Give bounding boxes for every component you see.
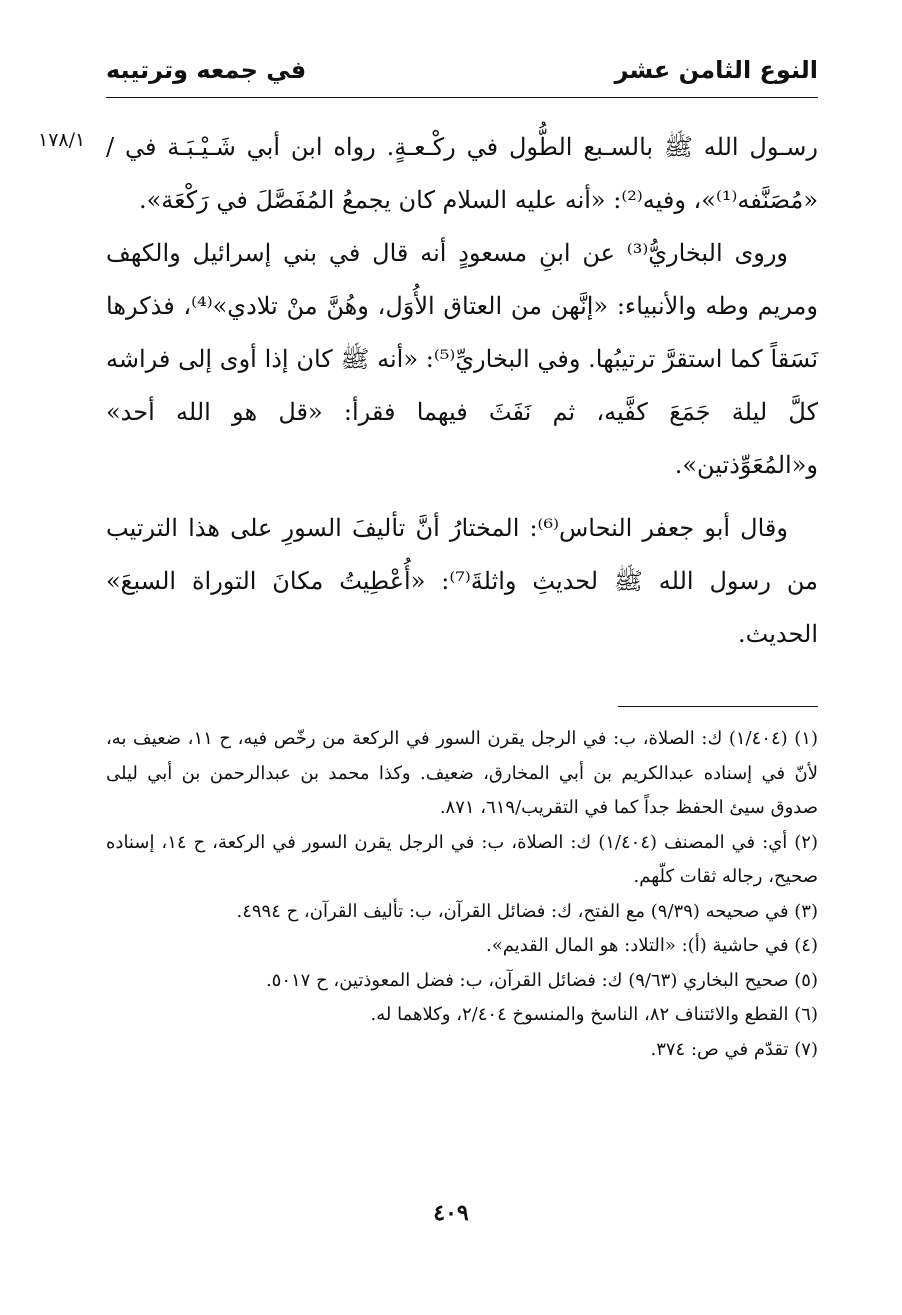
header-divider (106, 97, 818, 98)
footnote-1-continuation: ١١، ضعيف به، لأنّ في إسناده عبدالكريم بن أبي المخارق، ضعيف. وكذا محمد بن عبدالرحمن بن أبي ليلى صدوق سيئ الحفظ جداً كما في التقريب/٦١٩، ٨٧١. (106, 728, 818, 818)
running-header (106, 56, 818, 92)
footnote-2-continuation: ١٤، إسناده صحيح، رجاله ثقات كلّهم. (106, 831, 818, 887)
body-paragraph-2: وروى البخاريُّ⁽³⁾ عن ابنِ مسعودٍ أنه قال في بني إسرائيل والكهف ومريم وطه والأنبياء: «إنَّهن من العتاق الأُوَل، وهُنَّ منْ تلادي»⁽⁴⁾، فذكرها نَسَقاً كما استقرَّ ترتيبُها. وفي البخاريِّ⁽⁵⁾: «أنه ﷺ كان إذا أوى إلى فراشه كلَّ ليلة جَمَعَ كفَّيه، ثم نَفَثَ فيهما فقرأ: «قل هو الله أحد» و«المُعَوِّذتين». (106, 239, 819, 479)
body-paragraph-1: رسـول الله ﷺ بالسـبع الطُّول في ركْـعـةٍ. رواه ابن أبي شَـيْـبَـة في / «مُصَنَّفه⁽¹⁾»، وفيه⁽²⁾: «أنه عليه السلام كان يجمعُ المُفَصَّلَ في رَكْعَة». (106, 133, 818, 214)
footnote-1 (106, 722, 818, 826)
chapter-title: النوع الثامن عشر (614, 56, 818, 84)
main-text (106, 121, 818, 661)
manuscript-folio-reference: ١٧٨/١ (38, 129, 86, 151)
footnote-5: (٥) صحيح البخاري (٩/٦٣) ك: فضائل القرآن، ب: فضل المعوذتين، ح ٥٠١٧. (265, 969, 818, 991)
footnote-2-text: (٢) أي: في المصنف (١/٤٠٤) ك: الصلاة، ب: في الرجل يقرن السور في الركعة، ح (193, 831, 818, 853)
page-number: ٤٠٩ (433, 1200, 469, 1226)
footnote-7: (٧) تقدّم في ص: ٣٧٤. (650, 1038, 818, 1060)
footnote-4: (٤) في حاشية (أ): «التلاد: هو المال القديم». (485, 935, 818, 956)
footnotes-section (106, 722, 818, 1067)
footnote-divider (618, 706, 818, 707)
footnote-3: (٣) في صحيحه (٩/٣٩) مع الفتح، ك: فضائل القرآن، ب: تأليف القرآن، ح ٤٩٩٤. (236, 900, 818, 922)
body-paragraph-3: وقال أبو جعفر النحاس⁽⁶⁾: المختارُ أنَّ تأليفَ السورِ على هذا الترتيب من رسول الله ﷺ لحديثِ واثلةَ⁽⁷⁾: «أُعْطِيتُ مكانَ التوراة السبعَ» الحديث. (106, 514, 818, 648)
footnote-1-text: (١) (١/٤٠٤) ك: الصلاة، ب: في الرجل يقرن السور في الركعة من رخّص فيه، ح (219, 728, 818, 749)
footnote-2 (106, 826, 818, 895)
section-title: في جمعه وترتيبه (106, 56, 307, 84)
footnote-6: (٦) القطع والائتناف ٨٢، الناسخ والمنسوخ ٢/٤٠٤، وكلاهما له. (370, 1004, 818, 1025)
